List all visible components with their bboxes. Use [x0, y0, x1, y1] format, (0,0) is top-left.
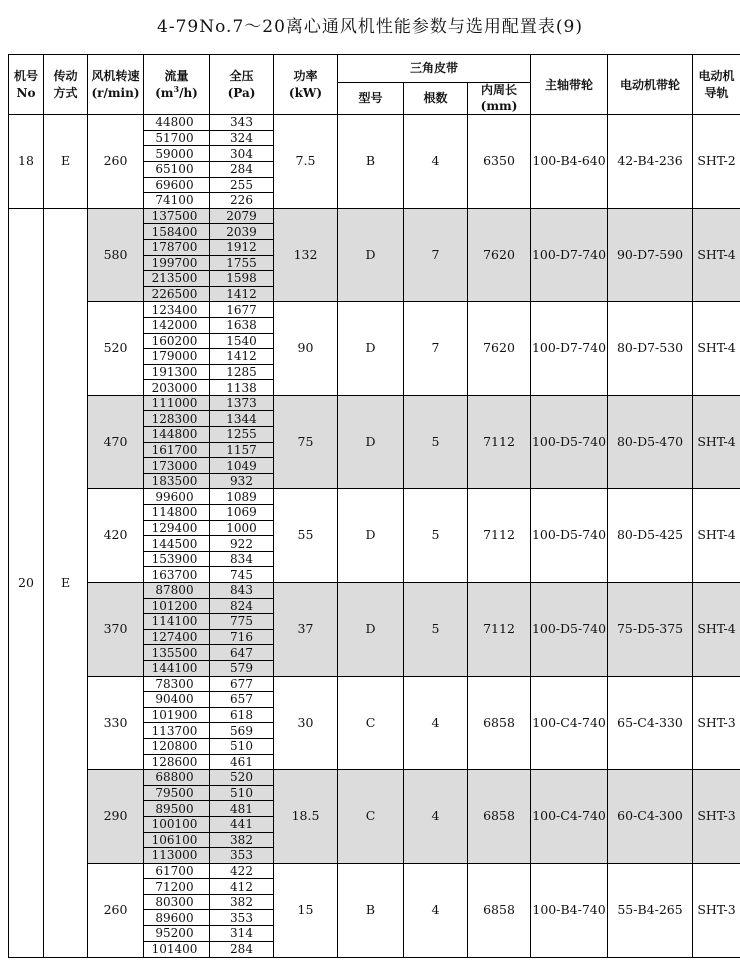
power-cell: 7.5 [274, 115, 338, 209]
speed-cell: 470 [88, 395, 144, 489]
header-belt-group: 三角皮带 [338, 55, 531, 83]
pressure-cell: 1412 [210, 286, 274, 302]
pressure-cell: 1677 [210, 302, 274, 318]
flow-cell: 89500 [144, 801, 210, 817]
pressure-cell: 1638 [210, 317, 274, 333]
header-speed: 风机转速 (r/min) [88, 55, 144, 115]
table-body [9, 115, 740, 958]
belt-type-cell: D [338, 208, 404, 302]
flow-cell: 69600 [144, 177, 210, 193]
belt-count-cell: 7 [404, 302, 468, 396]
pressure-cell: 618 [210, 707, 274, 723]
header-belt-type: 型号 [338, 83, 404, 115]
pressure-cell: 1540 [210, 333, 274, 349]
motor-pulley-cell: 75-D5-375 [608, 583, 693, 677]
rail-cell: SHT-4 [693, 302, 740, 396]
flow-cell: 101900 [144, 707, 210, 723]
drive-cell: E [44, 115, 88, 209]
power-cell: 30 [274, 676, 338, 770]
belt-type-cell: B [338, 115, 404, 209]
power-cell: 90 [274, 302, 338, 396]
pressure-cell: 412 [210, 879, 274, 895]
table-row [9, 395, 740, 411]
pressure-cell: 520 [210, 770, 274, 786]
belt-count-cell: 7 [404, 208, 468, 302]
flow-cell: 101400 [144, 941, 210, 957]
flow-cell: 65100 [144, 161, 210, 177]
flow-cell: 199700 [144, 255, 210, 271]
rail-cell: SHT-4 [693, 489, 740, 583]
header-flow: 流量 $(m^3/h)$ [144, 55, 210, 115]
rail-cell: SHT-3 [693, 770, 740, 864]
belt-length-cell: 6858 [468, 676, 531, 770]
speed-cell: 370 [88, 583, 144, 677]
flow-cell: 161700 [144, 442, 210, 458]
belt-type-cell: D [338, 583, 404, 677]
motor-pulley-cell: 65-C4-330 [608, 676, 693, 770]
pressure-cell: 2079 [210, 208, 274, 224]
pressure-cell: 353 [210, 910, 274, 926]
header-belt-length: 内周长 (mm) [468, 83, 531, 115]
flow-cell: 144100 [144, 660, 210, 676]
pressure-cell: 382 [210, 832, 274, 848]
pressure-cell: 1138 [210, 380, 274, 396]
pressure-cell: 1912 [210, 239, 274, 255]
pressure-cell: 422 [210, 863, 274, 879]
pressure-cell: 1000 [210, 520, 274, 536]
belt-length-cell: 7112 [468, 489, 531, 583]
flow-cell: 203000 [144, 380, 210, 396]
machine-no-cell: 20 [9, 208, 44, 957]
belt-length-cell: 6858 [468, 863, 531, 957]
belt-length-cell: 6858 [468, 770, 531, 864]
flow-cell: 78300 [144, 676, 210, 692]
belt-type-cell: C [338, 676, 404, 770]
pressure-cell: 314 [210, 926, 274, 942]
speed-cell: 260 [88, 863, 144, 957]
pressure-cell: 1255 [210, 427, 274, 443]
flow-cell: 144800 [144, 427, 210, 443]
table-row [9, 583, 740, 599]
flow-cell: 160200 [144, 333, 210, 349]
header-belt-count: 根数 [404, 83, 468, 115]
main-pulley-cell: 100-D5-740 [531, 395, 608, 489]
belt-type-cell: D [338, 302, 404, 396]
belt-type-cell: B [338, 863, 404, 957]
flow-cell: 144500 [144, 536, 210, 552]
belt-type-cell: D [338, 395, 404, 489]
pressure-cell: 226 [210, 193, 274, 209]
speed-cell: 580 [88, 208, 144, 302]
pressure-cell: 824 [210, 598, 274, 614]
table-row [9, 863, 740, 879]
pressure-cell: 745 [210, 567, 274, 583]
table-row [9, 489, 740, 505]
belt-count-cell: 5 [404, 395, 468, 489]
belt-length-cell: 7620 [468, 302, 531, 396]
pressure-cell: 1373 [210, 395, 274, 411]
power-cell: 18.5 [274, 770, 338, 864]
table-row [9, 770, 740, 786]
main-pulley-cell: 100-D7-740 [531, 302, 608, 396]
pressure-cell: 843 [210, 583, 274, 599]
pressure-cell: 716 [210, 629, 274, 645]
page-title: 4-79No.7～20离心通风机性能参数与选用配置表(9) [157, 17, 583, 37]
belt-length-cell: 7112 [468, 583, 531, 677]
motor-pulley-cell: 55-B4-265 [608, 863, 693, 957]
power-cell: 75 [274, 395, 338, 489]
motor-pulley-cell: 80-D5-425 [608, 489, 693, 583]
header-motor-pulley: 电动机带轮 [608, 55, 693, 115]
power-cell: 15 [274, 863, 338, 957]
flow-cell: 173000 [144, 458, 210, 474]
table-row [9, 302, 740, 318]
flow-cell: 153900 [144, 551, 210, 567]
flow-cell: 111000 [144, 395, 210, 411]
flow-cell: 89600 [144, 910, 210, 926]
rail-cell: SHT-3 [693, 863, 740, 957]
motor-pulley-cell: 60-C4-300 [608, 770, 693, 864]
belt-count-cell: 5 [404, 489, 468, 583]
pressure-cell: 284 [210, 161, 274, 177]
table-row [9, 676, 740, 692]
pressure-cell: 922 [210, 536, 274, 552]
pressure-cell: 932 [210, 473, 274, 489]
pressure-cell: 657 [210, 692, 274, 708]
header-power: 功率 (kW) [274, 55, 338, 115]
flow-cell: 44800 [144, 115, 210, 131]
flow-cell: 127400 [144, 629, 210, 645]
belt-count-cell: 4 [404, 770, 468, 864]
pressure-cell: 510 [210, 785, 274, 801]
header-rail: 电动机 导轨 [693, 55, 740, 115]
speed-cell: 520 [88, 302, 144, 396]
flow-cell: 128600 [144, 754, 210, 770]
belt-length-cell: 6350 [468, 115, 531, 209]
flow-cell: 137500 [144, 208, 210, 224]
pressure-cell: 353 [210, 848, 274, 864]
pressure-cell: 1412 [210, 349, 274, 365]
pressure-cell: 1598 [210, 271, 274, 287]
pressure-cell: 343 [210, 115, 274, 131]
drive-cell: E [44, 208, 88, 957]
flow-cell: 100100 [144, 816, 210, 832]
pressure-cell: 255 [210, 177, 274, 193]
pressure-cell: 677 [210, 676, 274, 692]
belt-length-cell: 7112 [468, 395, 531, 489]
pressure-cell: 461 [210, 754, 274, 770]
pressure-cell: 304 [210, 146, 274, 162]
flow-cell: 79500 [144, 785, 210, 801]
flow-cell: 123400 [144, 302, 210, 318]
power-cell: 37 [274, 583, 338, 677]
motor-pulley-cell: 90-D7-590 [608, 208, 693, 302]
speed-cell: 420 [88, 489, 144, 583]
header-drive: 传动 方式 [44, 55, 88, 115]
pressure-cell: 1157 [210, 442, 274, 458]
pressure-cell: 579 [210, 660, 274, 676]
pressure-cell: 1755 [210, 255, 274, 271]
flow-cell: 101200 [144, 598, 210, 614]
header-main-pulley: 主轴带轮 [531, 55, 608, 115]
pressure-cell: 1069 [210, 505, 274, 521]
flow-cell: 71200 [144, 879, 210, 895]
rail-cell: SHT-2 [693, 115, 740, 209]
pressure-cell: 510 [210, 738, 274, 754]
main-pulley-cell: 100-C4-740 [531, 676, 608, 770]
motor-pulley-cell: 80-D7-530 [608, 302, 693, 396]
flow-cell: 80300 [144, 894, 210, 910]
belt-type-cell: C [338, 770, 404, 864]
flow-cell: 90400 [144, 692, 210, 708]
flow-cell: 191300 [144, 364, 210, 380]
main-pulley-cell: 100-D5-740 [531, 489, 608, 583]
main-pulley-cell: 100-B4-640 [531, 115, 608, 209]
flow-cell: 61700 [144, 863, 210, 879]
flow-cell: 178700 [144, 239, 210, 255]
main-pulley-cell: 100-B4-740 [531, 863, 608, 957]
flow-cell: 158400 [144, 224, 210, 240]
power-cell: 55 [274, 489, 338, 583]
table-row [9, 115, 740, 131]
rail-cell: SHT-4 [693, 395, 740, 489]
flow-cell: 128300 [144, 411, 210, 427]
header-machine-no: 机号 No [9, 55, 44, 115]
pressure-cell: 382 [210, 894, 274, 910]
flow-cell: 113000 [144, 848, 210, 864]
header-pressure: 全压 (Pa) [210, 55, 274, 115]
pressure-cell: 1285 [210, 364, 274, 380]
flow-cell: 129400 [144, 520, 210, 536]
main-pulley-cell: 100-C4-740 [531, 770, 608, 864]
rail-cell: SHT-4 [693, 583, 740, 677]
pressure-cell: 1089 [210, 489, 274, 505]
flow-cell: 51700 [144, 130, 210, 146]
flow-cell: 59000 [144, 146, 210, 162]
pressure-cell: 481 [210, 801, 274, 817]
pressure-cell: 775 [210, 614, 274, 630]
machine-no-cell: 18 [9, 115, 44, 209]
flow-cell: 183500 [144, 473, 210, 489]
belt-length-cell: 7620 [468, 208, 531, 302]
belt-count-cell: 4 [404, 863, 468, 957]
pressure-cell: 1344 [210, 411, 274, 427]
pressure-cell: 284 [210, 941, 274, 957]
speed-cell: 330 [88, 676, 144, 770]
motor-pulley-cell: 42-B4-236 [608, 115, 693, 209]
belt-type-cell: D [338, 489, 404, 583]
pressure-cell: 834 [210, 551, 274, 567]
speed-cell: 290 [88, 770, 144, 864]
fan-parameter-table [8, 54, 740, 958]
table-row [9, 208, 740, 224]
belt-count-cell: 4 [404, 115, 468, 209]
pressure-cell: 441 [210, 816, 274, 832]
flow-cell: 163700 [144, 567, 210, 583]
speed-cell: 260 [88, 115, 144, 209]
motor-pulley-cell: 80-D5-470 [608, 395, 693, 489]
flow-cell: 213500 [144, 271, 210, 287]
pressure-cell: 1049 [210, 458, 274, 474]
main-pulley-cell: 100-D5-740 [531, 583, 608, 677]
rail-cell: SHT-4 [693, 208, 740, 302]
flow-cell: 114100 [144, 614, 210, 630]
flow-cell: 135500 [144, 645, 210, 661]
flow-cell: 74100 [144, 193, 210, 209]
flow-cell: 68800 [144, 770, 210, 786]
flow-cell: 226500 [144, 286, 210, 302]
belt-count-cell: 4 [404, 676, 468, 770]
flow-cell: 142000 [144, 317, 210, 333]
flow-cell: 120800 [144, 738, 210, 754]
flow-cell: 106100 [144, 832, 210, 848]
main-pulley-cell: 100-D7-740 [531, 208, 608, 302]
belt-count-cell: 5 [404, 583, 468, 677]
power-cell: 132 [274, 208, 338, 302]
pressure-cell: 324 [210, 130, 274, 146]
flow-cell: 95200 [144, 926, 210, 942]
pressure-cell: 569 [210, 723, 274, 739]
flow-cell: 179000 [144, 349, 210, 365]
flow-cell: 99600 [144, 489, 210, 505]
pressure-cell: 647 [210, 645, 274, 661]
rail-cell: SHT-3 [693, 676, 740, 770]
flow-cell: 114800 [144, 505, 210, 521]
pressure-cell: 2039 [210, 224, 274, 240]
flow-cell: 87800 [144, 583, 210, 599]
flow-cell: 113700 [144, 723, 210, 739]
